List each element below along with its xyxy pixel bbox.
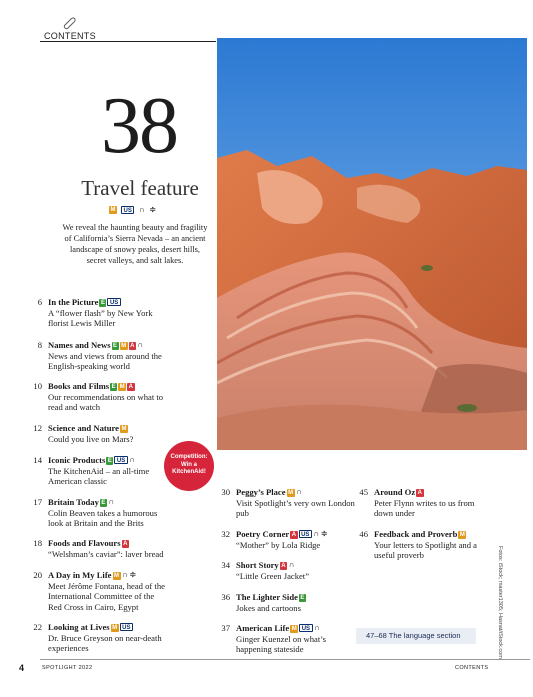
entry-title: Peggy’s Place [236,487,286,497]
entry-description: “Little Green Jacket” [236,570,310,581]
hero-photo-desert [217,38,527,450]
entry-page-number: 17 [33,497,42,507]
feature-page-number: 38 [101,82,177,170]
language-section-box[interactable]: 47–68 The language section [356,628,476,644]
advanced-level-badge: A [128,384,133,390]
entry-title: Britain Today [48,497,99,507]
entry-body [236,529,356,550]
entry-title-line [48,622,168,633]
entry-description: Jokes and cartoons [236,602,301,613]
medium-level-badge: M [110,207,116,213]
entry-title-line [374,487,494,498]
entry-body [48,423,168,444]
entry-title-line [236,592,356,603]
us-english-badge: US [299,530,312,538]
entry-description: Dr. Bruce Greyson on near-death experiences [48,632,162,653]
entry-description: “Mother” by Lola Ridge [236,539,321,550]
competition-badge[interactable] [164,441,214,491]
entry-title-line [374,529,494,540]
entry-description: Your letters to Spotlight and a useful proverb [374,539,477,560]
exercise-icon: ≑ [149,205,157,214]
entry-body [48,455,168,487]
entry-body [48,570,168,612]
feature-badges [108,206,155,214]
exercise-icon: ≑ [320,529,328,538]
entry-page-number: 20 [33,570,42,580]
entry-description: Our recommendations on what to read and watch [48,391,164,412]
top-rule [40,41,216,42]
entry-title-line [236,560,356,571]
entry-page-number: 37 [221,623,230,633]
entry-title: Foods and Flavours [48,538,121,548]
entry-body [374,529,494,561]
easy-level-badge: E [300,595,305,601]
entry-description: Could you live on Mars? [48,433,134,444]
medium-level-badge: M [121,426,127,432]
medium-level-badge: M [288,490,294,496]
us-english-badge: US [114,456,127,464]
entry-page-number: 6 [37,297,42,307]
medium-level-badge: M [114,573,119,579]
entry-title-line [48,570,168,581]
entry-title: Names and News [48,340,111,350]
headphones-icon: ∩ [108,497,115,506]
headphones-icon: ∩ [296,487,302,496]
entry-description: The KitchenAid – an all-time American classic [48,465,150,486]
entry-page-number: 22 [33,622,42,632]
entry-page-number: 34 [221,560,230,570]
entry-title: Books and Films [48,381,110,391]
entry-description: Meet Jérôme Fontana, head of the International Committee of the Red Cross in Cairo, Egypt [48,580,165,612]
entry-title: Poetry Corner [236,529,290,539]
entry-page-number: 14 [33,455,42,465]
entry-page-number: 10 [33,381,42,391]
competition-line-3: KitchenAid! [172,469,206,475]
entry-page-number: 30 [221,487,230,497]
advanced-level-badge: A [417,490,422,496]
entry-description: Peter Flynn writes to us from down under [374,497,475,518]
us-english-badge: US [107,298,120,306]
entry-title-line [48,381,168,392]
page-number: 4 [19,663,25,673]
entry-description: News and views from around the English-speaking world [48,350,162,371]
entry-body [48,340,168,372]
entry-body [236,623,356,655]
easy-level-badge: E [111,384,116,390]
entry-body [236,487,356,519]
easy-level-badge: E [100,300,105,306]
entry-body [374,487,494,519]
footer-section: CONTENTS [455,665,489,671]
footer-rule [40,659,530,660]
entry-title-line [48,538,168,549]
medium-level-badge: M [119,384,125,390]
headphones-icon: ∩ [137,340,144,349]
entry-page-number: 18 [33,538,42,548]
entry-description: “Welshman’s caviar”: laver bread [48,548,164,559]
paperclip-icon [62,16,76,30]
easy-level-badge: E [101,500,106,506]
advanced-level-badge: A [123,541,128,547]
entry-page-number: 8 [37,340,42,350]
us-english-badge: US [121,206,134,214]
entry-page-number: 12 [33,423,42,433]
entry-title: Feedback and Proverb [374,529,458,539]
advanced-level-badge: A [130,343,135,349]
footer-magazine: SPOTLIGHT 2022 [42,665,93,671]
entry-title: Looking at Lives [48,622,110,632]
entry-title-line [236,623,356,634]
entry-title-line [48,455,168,466]
advanced-level-badge: A [281,563,286,569]
feature-description: We reveal the haunting beauty and fragility of California’s Sierra Nevada – an ancient landscape of snowy peaks, desert hills, secret valleys, and salt lakes. [62,223,208,265]
entry-title: Iconic Products [48,455,106,465]
entry-title: Short Story [236,560,279,570]
entry-page-number: 46 [359,529,368,539]
medium-level-badge: M [459,532,465,538]
headphones-icon: ∩ [314,623,320,632]
entry-title-line [48,497,168,508]
medium-level-badge: M [112,625,118,631]
medium-level-badge: M [121,343,127,349]
competition-line-2: Win a [181,461,197,468]
entry-title: Around Oz [374,487,416,497]
easy-level-badge: E [107,458,112,464]
entry-page-number: 36 [221,592,230,602]
entry-body [48,497,168,529]
entry-title-line [48,297,168,308]
entry-description: Ginger Kuenzel on what’s happening stateside [236,633,326,654]
entry-title: Science and Nature [48,423,119,433]
entry-title: American Life [236,623,290,633]
section-label: CONTENTS [44,31,96,41]
entry-title-line [48,423,168,434]
us-english-badge: US [120,623,133,631]
entry-description: Visit Spotlight’s very own London pub [236,497,355,518]
headphones-icon: ∩ [138,205,145,214]
entry-body [48,297,168,329]
advanced-level-badge: A [291,532,297,538]
entry-body [48,381,168,413]
photo-credit: Fotos: iStock; master1305; Hasnat/iStock.com [497,546,503,659]
entry-body [48,622,168,654]
entry-page-number: 32 [221,529,230,539]
entry-title: In the Picture [48,297,99,307]
us-english-badge: US [299,624,312,632]
entry-page-number: 45 [359,487,368,497]
headphones-icon: ∩ [288,560,295,569]
medium-level-badge: M [291,626,297,632]
feature-title: Travel feature [81,176,199,200]
entry-title: The Lighter Side [236,592,298,602]
headphones-icon: ∩ [129,455,136,464]
headphones-icon: ∩ [313,529,320,538]
entry-title: A Day in My Life [48,570,112,580]
headphones-icon: ∩ [122,570,128,579]
entry-title-line [236,487,356,498]
entry-title-line [236,529,356,540]
entry-description: Colin Beaven takes a humorous look at Britain and the Brits [48,507,158,528]
entry-body [48,538,168,559]
entry-body [236,592,356,613]
entry-body [236,560,356,581]
entry-description: A “flower flash” by New York florist Lewis Miller [48,307,153,328]
easy-level-badge: E [113,343,118,349]
competition-line-1: Competition: [170,454,208,460]
exercise-icon: ≑ [129,570,137,579]
entry-title-line [48,340,168,351]
